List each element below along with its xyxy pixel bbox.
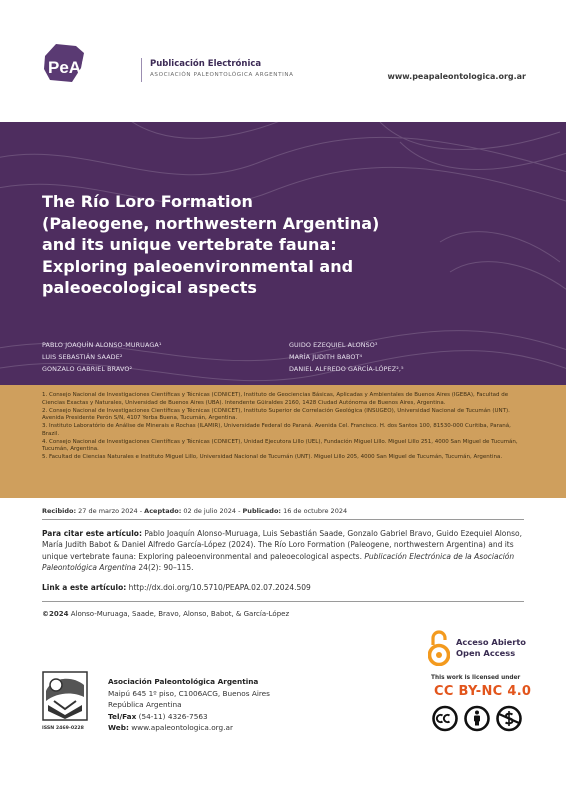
website-link[interactable]: www.peapaleontologica.org.ar <box>387 72 526 81</box>
by-attribution-icon <box>466 707 489 730</box>
title-line: The Río Loro Formation <box>42 192 253 211</box>
accepted-date: 02 de julio 2024 <box>183 507 237 515</box>
article-dates <box>42 507 347 515</box>
authors-left-column <box>42 339 162 375</box>
tel-label: Tel/Fax <box>108 711 137 721</box>
affiliation-item: 2. Consejo Nacional de Investigaciones Científicas y Técnicas (CONICET), Instituto Superior de Correlación Geológica (INSUGEO), Universidad Nacional de Tucumán (UNT). Avenida Presidente Perón S/N, 4107 Yerba Buena, Tucumán, Argentina. <box>42 407 510 422</box>
affiliations-list <box>42 392 528 462</box>
citation-block <box>42 528 526 574</box>
journal-name: Publicación Electrónica de la Asociación Paleontológica Argentina <box>42 551 515 573</box>
doi-link[interactable]: http://dx.doi.org/10.5710/PEAPA.02.07.2024.509 <box>126 583 311 592</box>
accepted-label: Aceptado: <box>144 507 182 515</box>
copyright-line <box>42 610 289 618</box>
received-label: Recibido: <box>42 507 77 515</box>
published-label: Publicado: <box>242 507 282 515</box>
author-name: GONZALO GABRIEL BRAVO² <box>42 365 133 373</box>
license-intro: This work is licensed under <box>431 675 521 681</box>
title-line: (Paleogene, northwestern Argentina) <box>42 213 380 233</box>
copyright-year: ©2024 <box>42 610 69 618</box>
open-access-lock-icon <box>428 630 450 666</box>
title-line: paleoecological aspects <box>42 278 257 297</box>
association-name: Asociación Paleontológica Argentina <box>108 677 259 686</box>
divider <box>42 601 524 602</box>
affiliation-item: 3. Instituto Laboratório de Análise de Minerais e Rochas (ILAMIR), Universidade Federal do Paraná. Avenida Cel. Francisco. H. dos Santos 100, 81530-000 Curitiba, Paraná, Brazil. <box>42 423 511 437</box>
citation-label: Para citar este artículo: <box>42 529 142 538</box>
address-line: Maipú 645 1º piso, C1006ACG, Buenos Aires <box>108 688 270 698</box>
open-access-label <box>456 637 526 659</box>
divider <box>42 519 524 520</box>
copyright-holders: Alonso-Muruaga, Saade, Bravo, Alonso, Babot, & García-López <box>68 610 290 618</box>
association-seal-icon <box>42 671 88 721</box>
citation-volume: 24(2): 90–115. <box>136 563 194 573</box>
open-access-es: Acceso Abierto <box>456 637 527 647</box>
published-date: 16 de octubre 2024 <box>283 507 348 515</box>
author-name: PABLO JOAQUÍN ALONSO-MURUAGA¹ <box>42 341 162 349</box>
author-name: GUIDO EZEQUIEL ALONSO³ <box>289 341 378 349</box>
article-link <box>42 583 311 592</box>
logo-text: PeAPA <box>48 58 104 77</box>
received-date: 27 de marzo 2024 <box>78 507 138 515</box>
association-caps: ASOCIACIÓN PALEONTOLÓGICA ARGENTINA <box>150 72 294 78</box>
tel-number: (54-11) 4326-7563 <box>136 711 208 721</box>
peapa-logo[interactable] <box>42 42 132 84</box>
association-contact <box>108 676 270 734</box>
citation-text: Pablo Joaquín Alonso-Muruaga, Luis Sebastián Saade, Gonzalo Gabriel Bravo, Guido Ezequiel Alonso, María Judith Babot & Daniel Alfredo García-López (2024). The Río Loro Formation (Paleogene, northwestern Argentina) and its unique vertebrate fauna: Exploring paleoenvironmental and paleoecological aspects. <box>42 529 523 561</box>
date-separator: - <box>236 507 243 515</box>
cc-icon <box>434 707 457 730</box>
open-access-en: Open Access <box>456 648 516 658</box>
link-label: Link a este artículo: <box>42 583 127 592</box>
affiliation-item: 4. Consejo Nacional de Investigaciones Científicas y Técnicas (CONICET), Unidad Ejecutora Lillo (UEL), Fundación Miguel Lillo. Miguel Lillo 251, 4000 San Miguel de Tucumán, Tucumán, Argentina. <box>42 438 518 453</box>
nc-noncommercial-icon <box>498 707 521 730</box>
affiliation-item: 5. Facultad de Ciencias Naturales e Instituto Miguel Lillo, Universidad Nacional de Tucumán (UNT). Miguel Lillo 205, 4000 San Miguel de Tucumán, Tucumán, Argentina. <box>42 454 503 461</box>
header-divider <box>141 58 142 82</box>
publication-label: Publicación Electrónica <box>150 59 262 69</box>
cc-license-icons[interactable] <box>432 705 524 732</box>
web-label: Web: <box>108 723 129 733</box>
title-line: Exploring paleoenvironmental and <box>42 256 354 276</box>
license-code[interactable]: CC BY-NC 4.0 <box>434 684 532 699</box>
author-name: LUIS SEBASTIÁN SAADE² <box>42 353 123 361</box>
date-separator: - <box>137 507 145 515</box>
authors-right-column <box>289 339 404 375</box>
association-website[interactable]: www.apaleontologica.org.ar <box>128 723 233 733</box>
article-title <box>42 191 512 299</box>
author-name: DANIEL ALFREDO GARCÍA-LÓPEZ²,⁵ <box>289 365 404 373</box>
issn-label: ISSN 2469-0228 <box>42 726 84 731</box>
title-line: and its unique vertebrate fauna: <box>42 235 337 254</box>
author-name: MARÍA JUDITH BABOT⁴ <box>289 353 363 361</box>
address-country: República Argentina <box>108 700 182 710</box>
affiliation-item: 1. Consejo Nacional de Investigaciones Científicas y Técnicas (CONICET), Instituto de Geociencias Básicas, Aplicadas y Ambientales de Buenos Aires (IGEBA), Facultad de Ciencias Exactas y Naturales, Universidad de Buenos Aires (UBA). Intendente Güiraldes 2160, 1428 Ciudad Autónoma de Buenos Aires, Argentina. <box>42 392 509 406</box>
